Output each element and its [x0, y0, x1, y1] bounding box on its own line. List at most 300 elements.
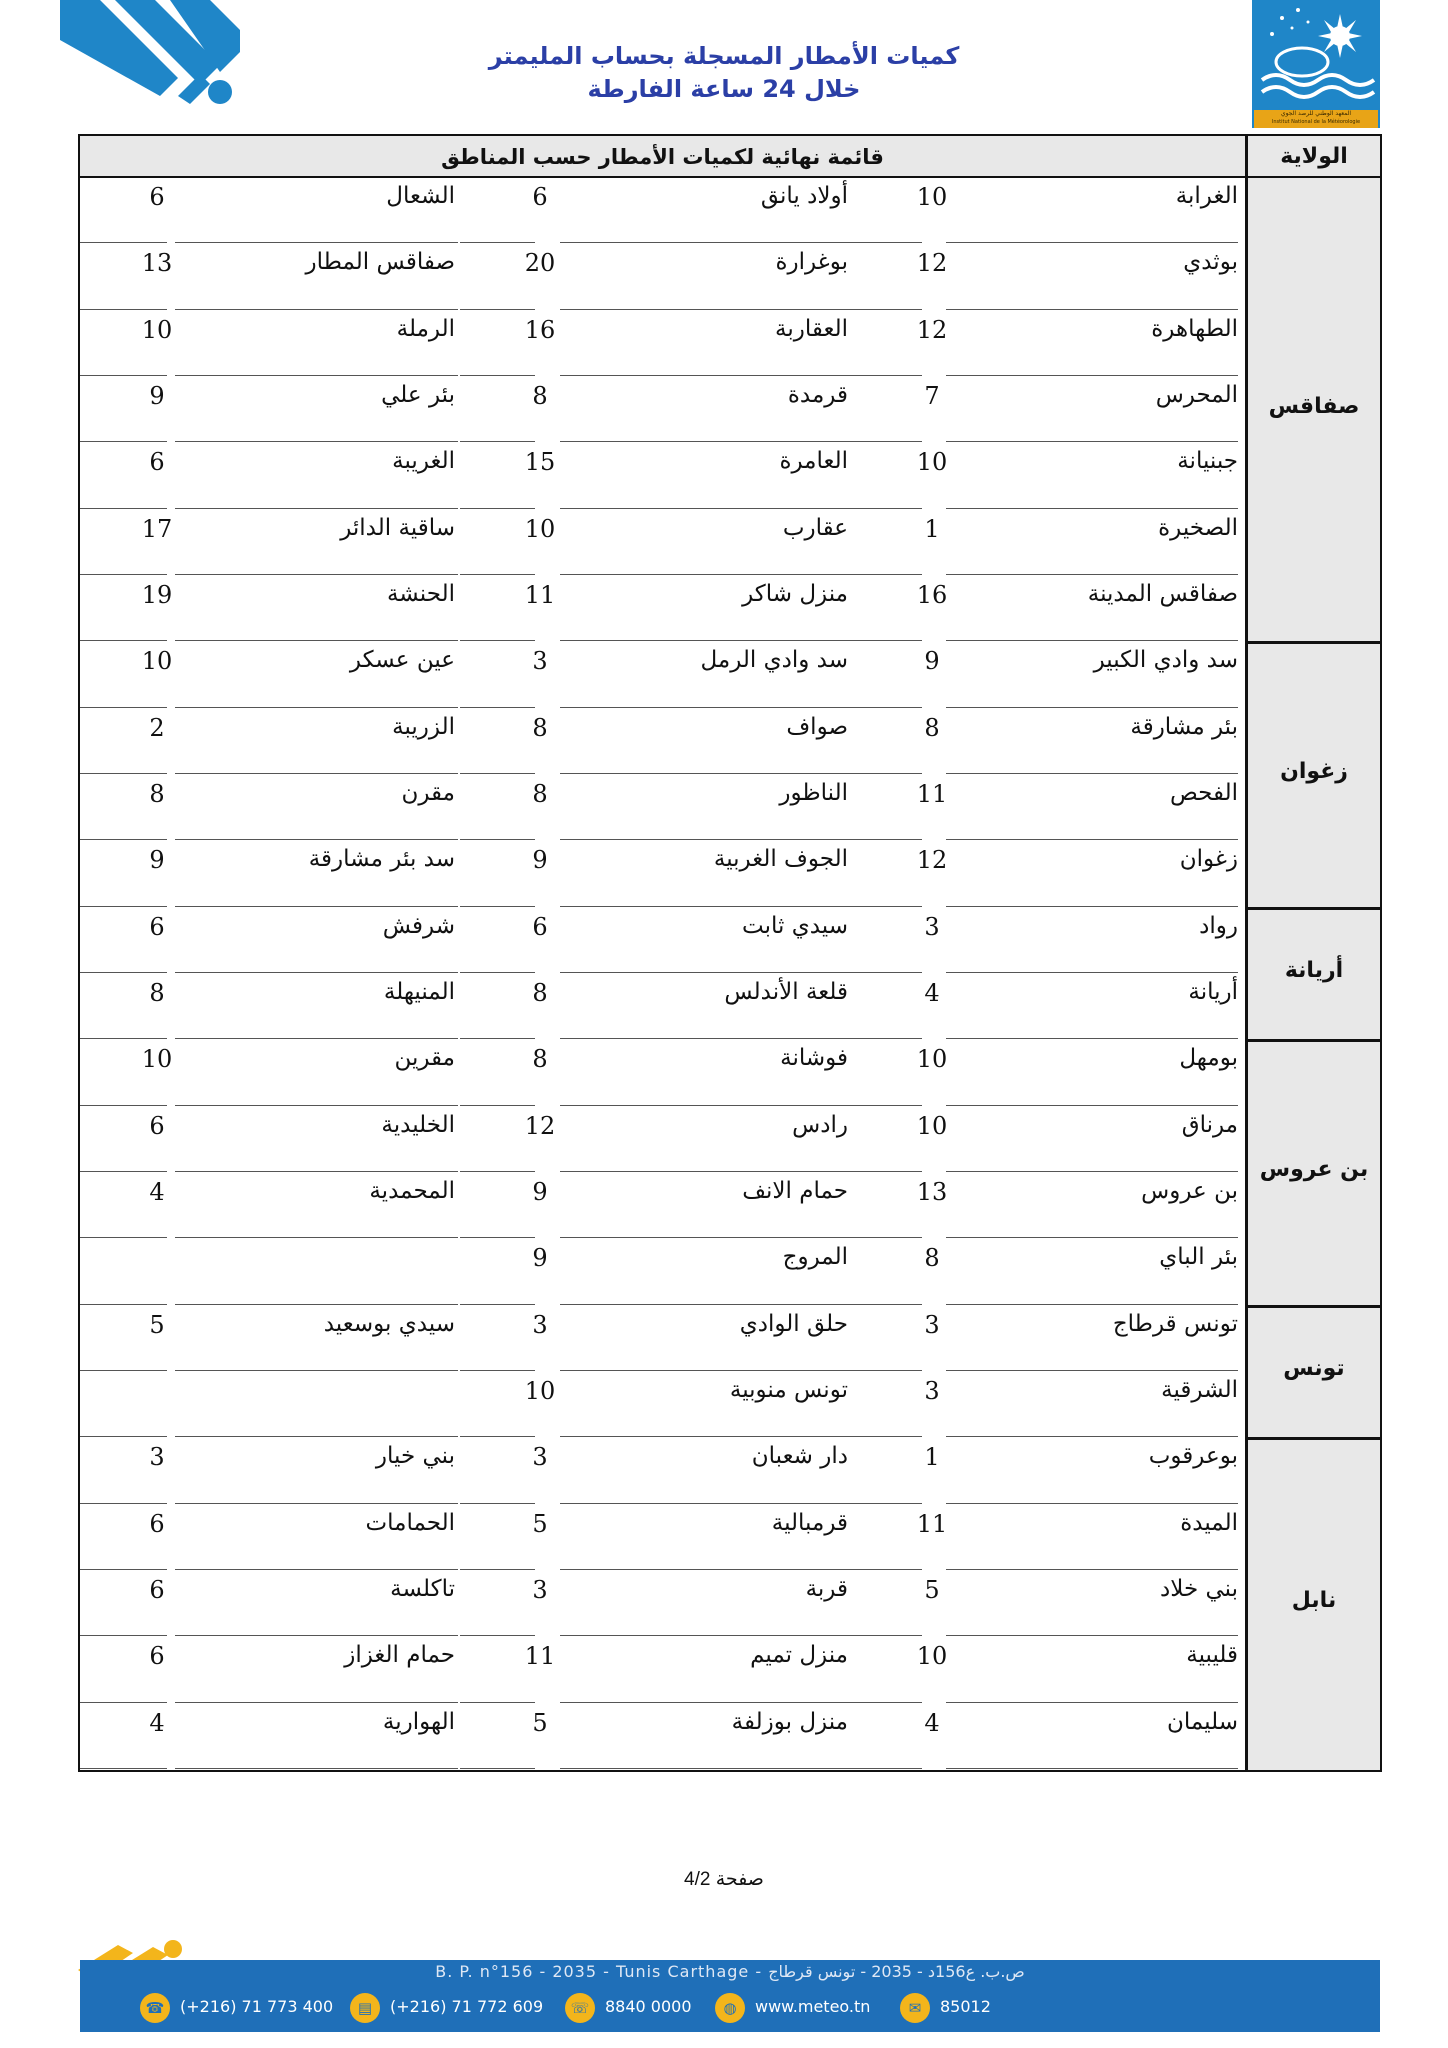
rainfall-value: 5	[149, 1310, 165, 1339]
rainfall-value: 10	[916, 1111, 948, 1140]
row-separator	[848, 707, 922, 708]
row-separator	[80, 375, 167, 376]
rainfall-value: 13	[916, 1177, 948, 1206]
sms-number: 85012	[940, 1997, 991, 2016]
rainfall-value: 5	[532, 1509, 548, 1538]
station-name: صواف	[786, 713, 848, 740]
row-separator	[560, 375, 850, 376]
station-name: قلعة الأندلس	[724, 978, 848, 1005]
row-separator	[80, 1768, 167, 1769]
footer-green-line	[565, 1992, 692, 2024]
row-separator	[560, 1105, 850, 1106]
fax-icon: ▤	[350, 1993, 380, 2023]
row-separator	[560, 906, 850, 907]
row-separator	[560, 309, 850, 310]
governorate-name: تونس	[1283, 1355, 1345, 1381]
row-separator	[946, 640, 1238, 641]
station-name: بني خيار	[375, 1443, 455, 1470]
station-name: مقرن	[401, 779, 455, 806]
row-separator	[175, 375, 458, 376]
rainfall-value: 4	[149, 1708, 165, 1737]
rainfall-value: 4	[924, 1708, 940, 1737]
row-separator	[946, 1370, 1238, 1371]
row-separator	[80, 1569, 167, 1570]
footer-address: B. P. n°156 - 2035 - Tunis Carthage - ص.ب. ع156د - 2035 - تونس قرطاج	[435, 1962, 1025, 1981]
row-separator	[946, 839, 1238, 840]
station-name: بومهل	[1179, 1045, 1238, 1072]
station-name: بئر الباي	[1159, 1244, 1238, 1271]
rainfall-value: 3	[532, 647, 548, 676]
row-separator	[848, 1768, 922, 1769]
row-separator	[80, 972, 167, 973]
station-name: الهوارية	[382, 1708, 455, 1735]
row-separator	[560, 574, 850, 575]
rainfall-value: 13	[141, 249, 173, 278]
station-name: دار شعبان	[751, 1443, 848, 1470]
row-separator	[560, 707, 850, 708]
row-separator	[946, 1569, 1238, 1570]
row-separator	[560, 839, 850, 840]
governorate-name: أريانة	[1284, 957, 1344, 983]
row-separator	[946, 1171, 1238, 1172]
rainfall-value: 6	[149, 1575, 165, 1604]
rainfall-value: 2	[149, 713, 165, 742]
globe-icon: ◍	[715, 1993, 745, 2023]
green-line-number: 8840 0000	[605, 1997, 692, 2016]
row-separator	[460, 441, 535, 442]
row-separator	[560, 640, 850, 641]
station-name: شرفش	[382, 912, 455, 939]
rainfall-value: 8	[532, 381, 548, 410]
row-separator	[560, 1503, 850, 1504]
row-separator	[848, 1304, 922, 1305]
rainfall-value: 20	[524, 249, 556, 278]
row-separator	[560, 1635, 850, 1636]
rainfall-value: 8	[532, 1045, 548, 1074]
row-separator	[175, 309, 458, 310]
station-name: المروج	[782, 1244, 848, 1271]
logo-caption	[1254, 110, 1378, 128]
row-separator	[175, 1171, 458, 1172]
row-separator	[946, 972, 1238, 973]
row-separator	[80, 1038, 167, 1039]
governorate-name: صفاقس	[1268, 394, 1360, 420]
rainfall-value: 12	[524, 1111, 556, 1140]
row-separator	[848, 1105, 922, 1106]
rainfall-value: 4	[149, 1177, 165, 1206]
row-separator	[460, 1105, 535, 1106]
row-separator	[460, 1569, 535, 1570]
rainfall-value: 16	[524, 315, 556, 344]
station-name: تاكلسة	[390, 1575, 455, 1602]
rainfall-value: 11	[916, 1509, 948, 1538]
rainfall-value: 8	[149, 779, 165, 808]
rainfall-value: 12	[916, 846, 948, 875]
page-number: صفحة 4/2	[684, 1869, 764, 1890]
station-name: بن عروس	[1141, 1177, 1238, 1204]
station-name: قليبية	[1186, 1642, 1238, 1669]
row-separator	[560, 1038, 850, 1039]
row-separator	[946, 1436, 1238, 1437]
row-separator	[848, 640, 922, 641]
row-separator	[460, 773, 535, 774]
row-separator	[560, 508, 850, 509]
station-name: الجوف الغربية	[713, 846, 848, 873]
row-separator	[560, 1569, 850, 1570]
station-name: بوثدي	[1183, 249, 1238, 276]
row-separator	[560, 1171, 850, 1172]
row-separator	[460, 508, 535, 509]
institute-logo	[1252, 0, 1380, 128]
station-name: منزل شاكر	[742, 580, 848, 607]
rainfall-value: 6	[149, 448, 165, 477]
rainfall-value: 3	[532, 1575, 548, 1604]
rainfall-value: 11	[916, 779, 948, 808]
station-name: الغرابة	[1175, 183, 1238, 209]
rainfall-value: 7	[924, 381, 940, 410]
station-name: الشرقية	[1161, 1376, 1238, 1403]
station-name: ساقية الدائر	[340, 514, 455, 541]
station-name: مرناق	[1181, 1111, 1238, 1138]
row-separator	[848, 1503, 922, 1504]
rainfall-value: 9	[532, 1244, 548, 1273]
row-separator	[848, 839, 922, 840]
sms-icon: ✉	[900, 1993, 930, 2023]
rainfall-value: 5	[532, 1708, 548, 1737]
row-separator	[946, 574, 1238, 575]
rainfall-value: 6	[149, 1111, 165, 1140]
rainfall-value: 6	[149, 183, 165, 211]
station-name: الزريبة	[392, 713, 455, 740]
station-name: قرمدة	[787, 381, 848, 408]
website-link[interactable]: www.meteo.tn	[755, 1997, 871, 2016]
column-divider	[1245, 134, 1248, 1772]
row-separator	[175, 640, 458, 641]
governorate-divider	[1248, 1039, 1380, 1042]
rainfall-value: 3	[532, 1310, 548, 1339]
row-separator	[80, 1237, 167, 1238]
station-name: العقاربة	[775, 315, 848, 342]
rainfall-value: 10	[141, 1045, 173, 1074]
row-separator	[946, 375, 1238, 376]
row-separator	[80, 242, 167, 243]
rainfall-value: 6	[532, 183, 548, 211]
station-name: المحمدية	[369, 1177, 455, 1204]
governorate-name: نابل	[1291, 1588, 1337, 1614]
row-separator	[175, 1768, 458, 1769]
phone-number: (+216) 71 773 400	[180, 1997, 334, 2016]
rainfall-value: 9	[532, 846, 548, 875]
rainfall-value: 6	[532, 912, 548, 941]
row-separator	[460, 375, 535, 376]
row-separator	[175, 1304, 458, 1305]
row-separator	[175, 1105, 458, 1106]
station-name: قرمبالية	[771, 1509, 848, 1536]
station-name: العامرة	[779, 448, 848, 475]
row-separator	[80, 574, 167, 575]
station-name: الحنشة	[386, 580, 455, 607]
fax-number: (+216) 71 772 609	[390, 1997, 544, 2016]
rainfall-value: 1	[924, 1443, 940, 1472]
station-name: عقارب	[782, 514, 848, 541]
row-separator	[80, 441, 167, 442]
governorate-divider	[1248, 1437, 1380, 1440]
rainfall-value: 10	[916, 1045, 948, 1074]
row-separator	[560, 1237, 850, 1238]
station-name: منزل بوزلفة	[731, 1708, 848, 1735]
row-separator	[848, 1370, 922, 1371]
rainfall-value: 10	[916, 1642, 948, 1671]
row-separator	[946, 707, 1238, 708]
rainfall-value: 10	[141, 315, 173, 344]
row-separator	[560, 1304, 850, 1305]
logo-caption-french: Institut National de la Météorologie	[1271, 119, 1361, 125]
row-separator	[175, 242, 458, 243]
rainfall-value: 10	[524, 1376, 556, 1405]
row-separator	[175, 1370, 458, 1371]
governorate-divider	[1248, 1305, 1380, 1308]
rainfall-value: 10	[916, 183, 948, 211]
row-separator	[946, 242, 1238, 243]
row-separator	[80, 508, 167, 509]
footer-phone	[140, 1992, 333, 2024]
rainfall-value: 3	[149, 1443, 165, 1472]
row-separator	[460, 1503, 535, 1504]
rainfall-value: 8	[532, 779, 548, 808]
rainfall-value: 9	[924, 647, 940, 676]
row-separator	[560, 1370, 850, 1371]
row-separator	[80, 1503, 167, 1504]
row-separator	[560, 773, 850, 774]
row-separator	[848, 906, 922, 907]
station-name: تونس منوبية	[729, 1376, 848, 1403]
station-name: قربة	[805, 1575, 848, 1602]
rainfall-value: 9	[532, 1177, 548, 1206]
row-separator	[946, 1304, 1238, 1305]
row-separator	[848, 441, 922, 442]
row-separator	[175, 839, 458, 840]
row-separator	[80, 1702, 167, 1703]
row-separator	[175, 1237, 458, 1238]
station-name: تونس قرطاج	[1112, 1310, 1238, 1337]
rainfall-value: 15	[524, 448, 556, 477]
station-name: حمام الغزاز	[344, 1642, 455, 1669]
header-station-list: قائمة نهائية لكميات الأمطار حسب المناطق	[441, 145, 884, 169]
rainfall-value: 12	[916, 249, 948, 278]
row-separator	[175, 1038, 458, 1039]
governorate-divider	[1248, 641, 1380, 644]
row-separator	[560, 1768, 850, 1769]
phone-icon: ☎	[140, 1993, 170, 2023]
row-separator	[460, 707, 535, 708]
logo-caption-arabic: المعهد الوطني للرصد الجوي	[1280, 110, 1352, 117]
row-separator	[175, 574, 458, 575]
rainfall-value: 10	[141, 647, 173, 676]
rainfall-value: 3	[924, 1376, 940, 1405]
row-separator	[946, 1503, 1238, 1504]
row-separator	[460, 1702, 535, 1703]
row-separator	[80, 1436, 167, 1437]
row-separator	[848, 1569, 922, 1570]
row-separator	[175, 441, 458, 442]
row-separator	[460, 1237, 535, 1238]
station-name: عين عسكر	[349, 647, 455, 674]
row-separator	[946, 309, 1238, 310]
sun-star-icon	[1252, 0, 1380, 110]
row-separator	[946, 1702, 1238, 1703]
station-name: المنيهلة	[383, 978, 455, 1005]
row-separator	[848, 508, 922, 509]
station-name: سد بئر مشارقة	[308, 846, 455, 873]
row-separator	[175, 1436, 458, 1437]
row-separator	[946, 906, 1238, 907]
station-name: سليمان	[1166, 1708, 1238, 1735]
row-separator	[175, 972, 458, 973]
row-separator	[175, 707, 458, 708]
rainfall-value: 6	[149, 1509, 165, 1538]
station-name: الحمامات	[365, 1509, 455, 1536]
row-separator	[80, 1105, 167, 1106]
station-name: سيدي ثابت	[742, 912, 848, 939]
rainfall-value: 3	[532, 1443, 548, 1472]
rainfall-value: 9	[149, 381, 165, 410]
rainfall-value: 8	[924, 1244, 940, 1273]
station-name: صفاقس المطار	[305, 249, 455, 276]
station-name: فوشانة	[780, 1045, 848, 1072]
footer-website[interactable]	[715, 1992, 870, 2024]
rainfall-value: 11	[524, 1642, 556, 1671]
row-separator	[560, 972, 850, 973]
row-separator	[848, 242, 922, 243]
rainfall-value: 1	[924, 514, 940, 543]
station-name: حمام الانف	[742, 1177, 848, 1204]
rainfall-value: 8	[532, 713, 548, 742]
row-separator	[80, 1171, 167, 1172]
station-name: بوعرقوب	[1148, 1443, 1238, 1470]
row-separator	[946, 1105, 1238, 1106]
row-separator	[80, 1635, 167, 1636]
station-name: الميدة	[1180, 1509, 1238, 1536]
row-separator	[460, 1436, 535, 1437]
row-separator	[175, 773, 458, 774]
row-separator	[848, 1171, 922, 1172]
rainfall-value: 12	[916, 315, 948, 344]
rainfall-value: 19	[141, 580, 173, 609]
row-separator	[848, 972, 922, 973]
row-separator	[460, 309, 535, 310]
row-separator	[80, 1370, 167, 1371]
station-name: أريانة	[1188, 978, 1238, 1005]
station-name: الصخيرة	[1158, 514, 1238, 541]
row-separator	[175, 1702, 458, 1703]
row-separator	[946, 773, 1238, 774]
row-separator	[175, 1503, 458, 1504]
rainfall-value: 5	[924, 1575, 940, 1604]
rainfall-value: 6	[149, 1642, 165, 1671]
row-separator	[848, 773, 922, 774]
row-separator	[560, 441, 850, 442]
station-name: سد وادي الرمل	[700, 647, 848, 674]
station-name: بئر مشارقة	[1130, 713, 1238, 740]
rainfall-value: 8	[532, 978, 548, 1007]
row-separator	[560, 242, 850, 243]
row-separator	[460, 906, 535, 907]
station-name: مقرين	[394, 1045, 455, 1072]
station-name: بني خلاد	[1159, 1575, 1238, 1602]
station-name: بوغرارة	[775, 249, 848, 276]
station-name: الغريبة	[392, 448, 455, 475]
row-separator	[175, 906, 458, 907]
row-separator	[80, 1304, 167, 1305]
headset-icon: ☏	[565, 1993, 595, 2023]
row-separator	[175, 1569, 458, 1570]
row-separator	[560, 1436, 850, 1437]
page-title: كميات الأمطار المسجلة بحساب المليمتر	[488, 42, 960, 70]
station-name: المحرس	[1155, 381, 1238, 408]
row-separator	[848, 1038, 922, 1039]
row-separator	[848, 1237, 922, 1238]
row-separator	[460, 1304, 535, 1305]
governorate-name: زغوان	[1280, 758, 1348, 784]
row-separator	[460, 972, 535, 973]
station-name: سيدي بوسعيد	[323, 1310, 455, 1337]
footer-sms	[900, 1992, 991, 2024]
row-separator	[175, 508, 458, 509]
rainfall-value: 17	[141, 514, 173, 543]
row-separator	[460, 839, 535, 840]
rainfall-value: 10	[524, 514, 556, 543]
rainfall-value: 10	[916, 448, 948, 477]
row-separator	[946, 1635, 1238, 1636]
header-governorate: الولاية	[1280, 144, 1348, 169]
row-separator	[946, 1038, 1238, 1039]
station-name: الرملة	[396, 315, 455, 342]
governorate-name: بن عروس	[1259, 1156, 1369, 1182]
station-name: صفاقس المدينة	[1087, 580, 1238, 607]
station-name: أولاد يانق	[760, 183, 848, 209]
row-separator	[460, 1635, 535, 1636]
row-separator	[946, 1768, 1238, 1769]
station-name: بئر علي	[381, 381, 455, 408]
rainfall-value: 16	[916, 580, 948, 609]
row-separator	[946, 441, 1238, 442]
governorate-divider	[1248, 907, 1380, 910]
row-separator	[848, 375, 922, 376]
station-name: جبنيانة	[1177, 448, 1238, 475]
rainfall-value: 8	[149, 978, 165, 1007]
station-name: حلق الوادي	[739, 1310, 848, 1337]
rainfall-value: 6	[149, 912, 165, 941]
row-separator	[80, 707, 167, 708]
rainfall-value: 3	[924, 912, 940, 941]
row-separator	[848, 1436, 922, 1437]
row-separator	[80, 773, 167, 774]
station-name: رواد	[1199, 912, 1238, 939]
row-separator	[460, 1171, 535, 1172]
row-separator	[80, 309, 167, 310]
rainfall-value: 9	[149, 846, 165, 875]
row-separator	[175, 1635, 458, 1636]
footer-fax	[350, 1992, 543, 2024]
station-name: الطهاهرة	[1151, 315, 1238, 342]
station-name: منزل تميم	[750, 1642, 848, 1669]
station-name: الشعال	[386, 183, 455, 209]
page-subtitle: خلال 24 ساعة الفارطة	[587, 75, 861, 103]
row-separator	[460, 574, 535, 575]
row-separator	[848, 574, 922, 575]
row-separator	[946, 508, 1238, 509]
row-separator	[460, 242, 535, 243]
